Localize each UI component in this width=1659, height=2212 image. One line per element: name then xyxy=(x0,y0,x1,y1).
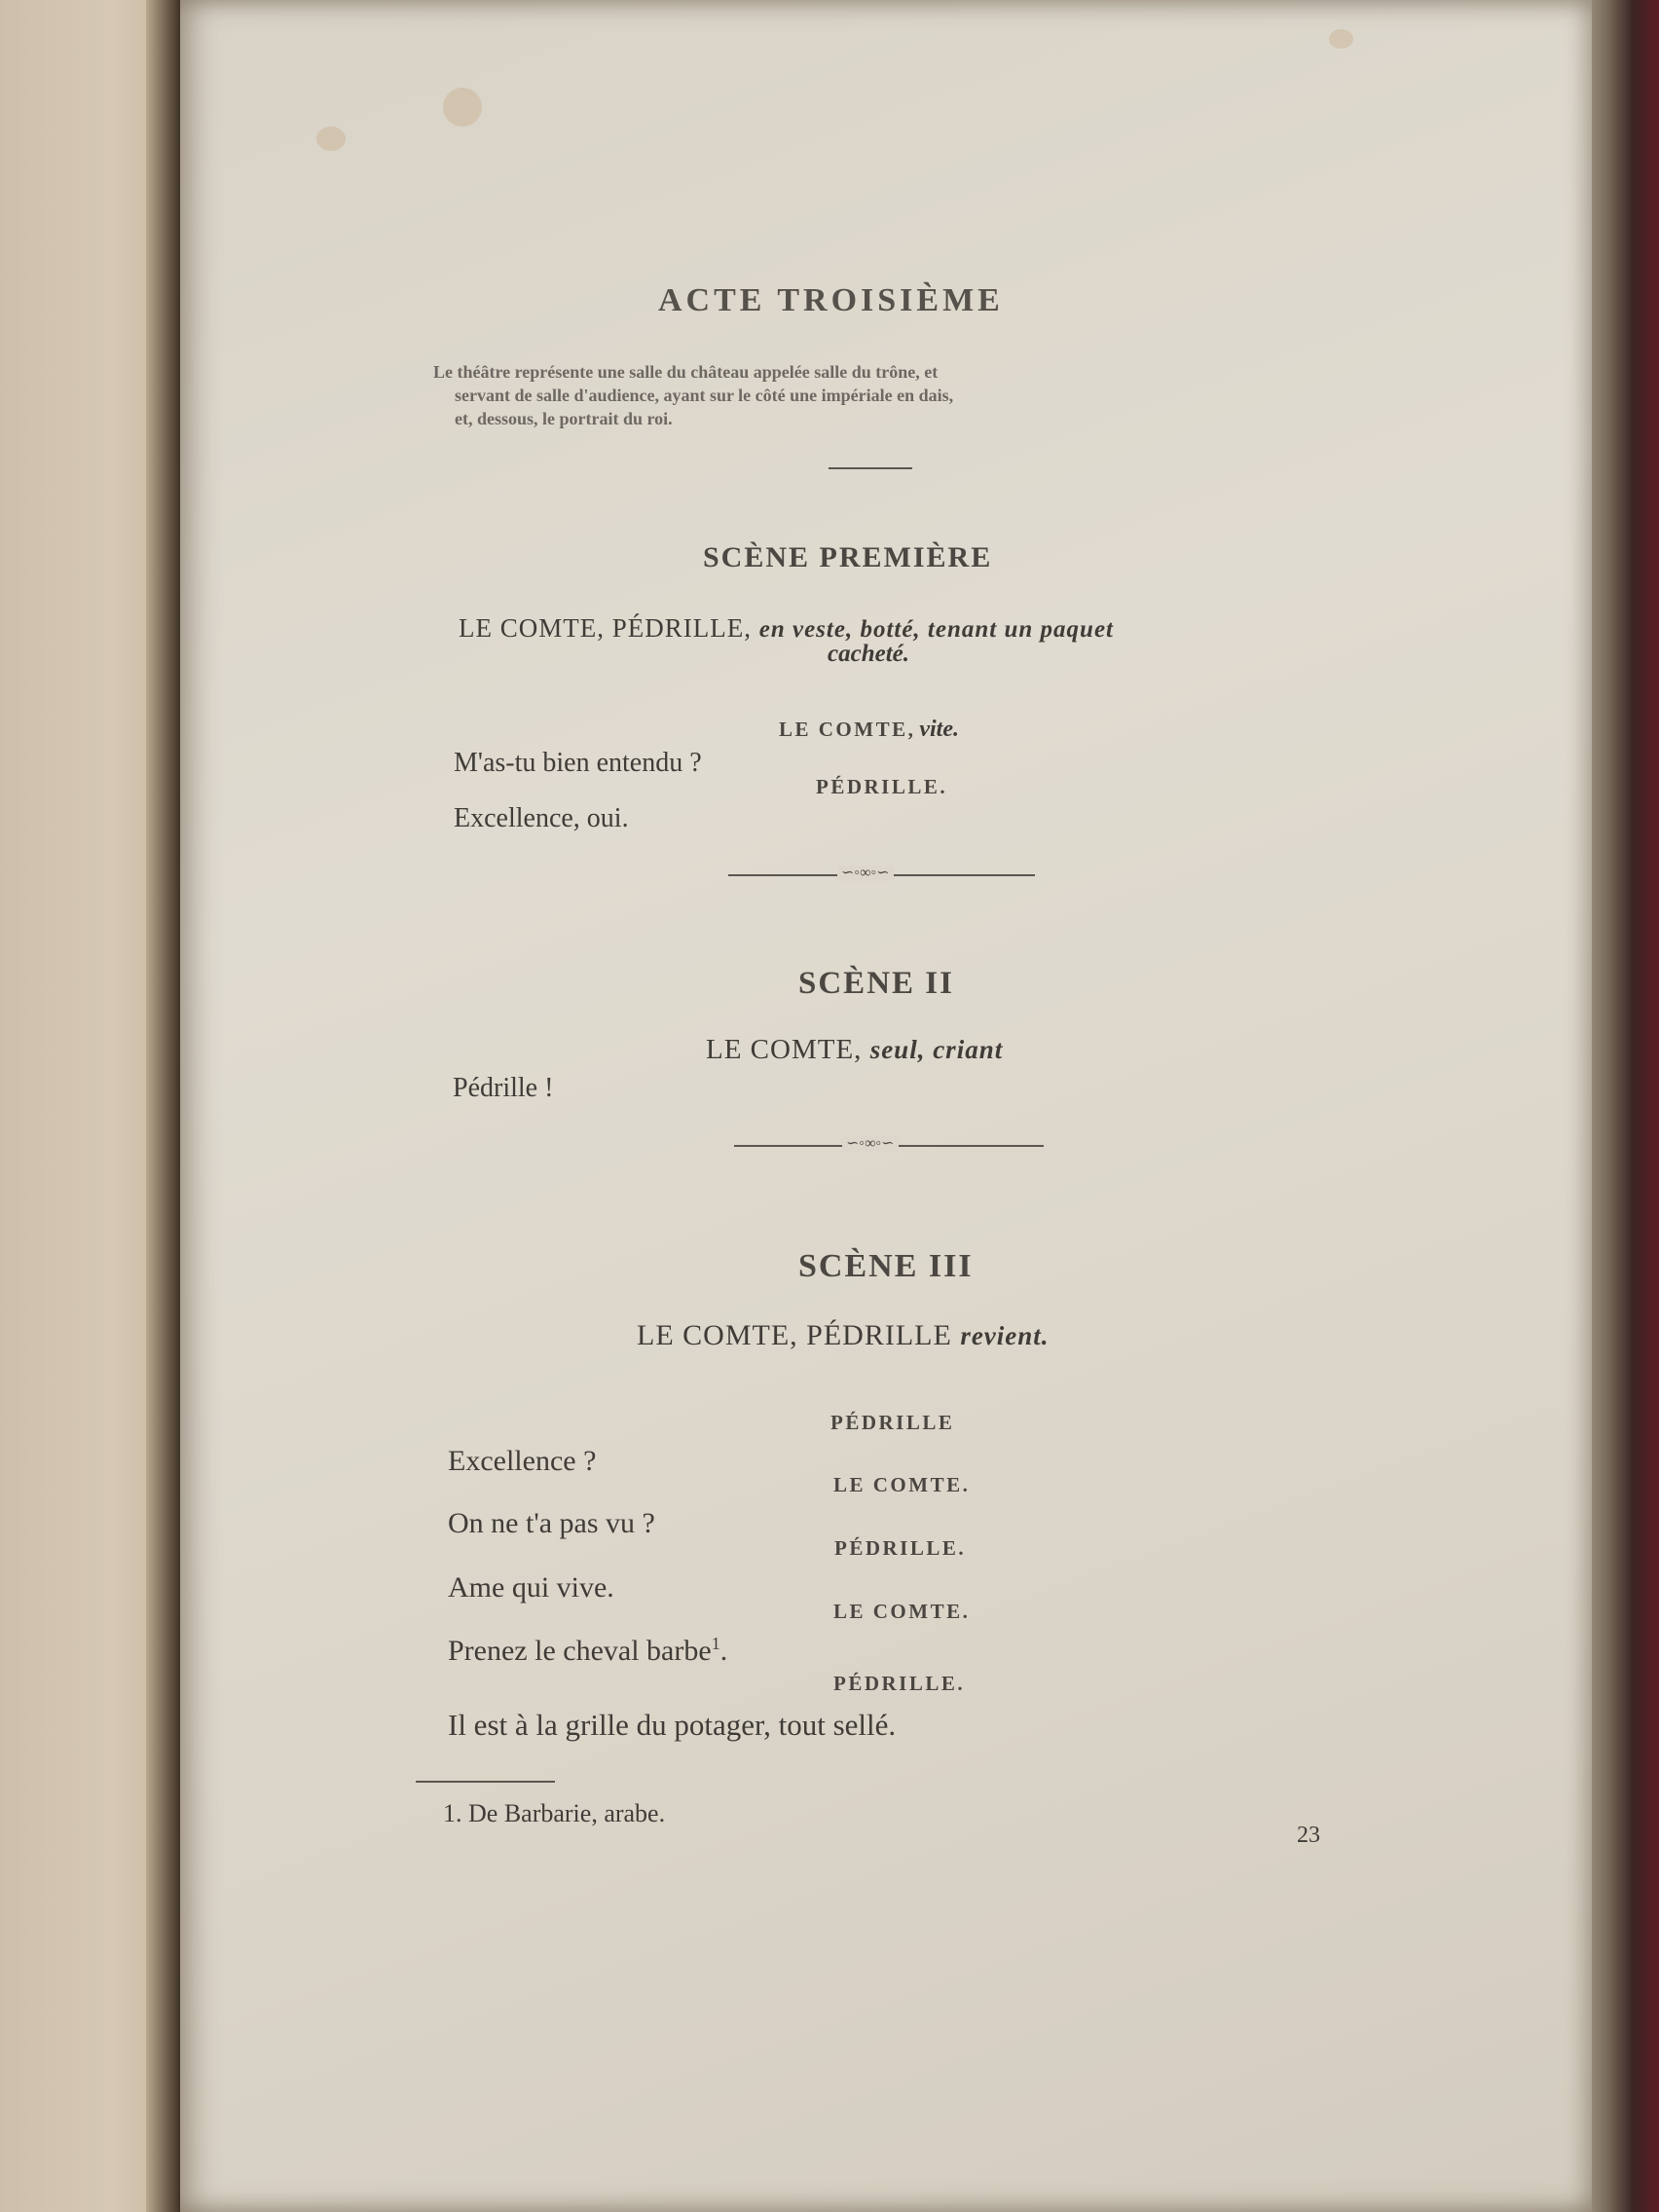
speaker-direction: vite. xyxy=(919,717,959,742)
dialogue-line: Ame qui vive. xyxy=(448,1571,614,1604)
scene-title: SCÈNE II xyxy=(798,966,954,1001)
dialogue-line: M'as-tu bien entendu ? xyxy=(454,748,702,778)
book-page xyxy=(180,0,1592,2212)
paper-stain xyxy=(1329,29,1353,49)
ornament-icon: ∽◦∞◦∽ xyxy=(842,1136,899,1152)
scene-title: SCÈNE III xyxy=(798,1248,974,1284)
paper-stain xyxy=(443,88,482,127)
speaker-name: LE COMTE. xyxy=(833,1600,971,1623)
footnote-mark: 1 xyxy=(711,1634,720,1653)
stage-direction-line: servant de salle d'audience, ayant sur le côté une impériale en dais, xyxy=(455,386,954,405)
act-title: ACTE TROISIÈME xyxy=(658,282,1004,318)
stage-direction-line: et, dessous, le portrait du roi. xyxy=(455,409,673,428)
footnote xyxy=(443,1799,665,1828)
short-divider xyxy=(829,467,912,469)
scene-characters xyxy=(706,1034,1003,1066)
characters-names: LE COMTE, PÉDRILLE, xyxy=(459,613,752,643)
dialogue-line: Excellence ? xyxy=(448,1445,597,1477)
characters-stage-note: cacheté. xyxy=(828,641,909,667)
dialogue-punctuation: . xyxy=(719,1635,728,1667)
speaker-name: PÉDRILLE. xyxy=(834,1536,967,1560)
scene-characters xyxy=(459,613,1114,644)
dialogue-line: On ne t'a pas vu ? xyxy=(448,1507,655,1539)
scene-characters xyxy=(637,1319,1050,1352)
speaker-heading xyxy=(779,717,959,743)
speaker-name: PÉDRILLE. xyxy=(816,775,948,798)
footnote-text: De Barbarie, arabe. xyxy=(468,1799,666,1827)
footnote-number: 1. xyxy=(443,1799,462,1827)
characters-stage-note: seul, criant xyxy=(869,1035,1004,1064)
speaker-name: PÉDRILLE xyxy=(830,1411,955,1434)
dialogue-line: Pédrille ! xyxy=(453,1073,554,1103)
speaker-name: PÉDRILLE. xyxy=(833,1672,966,1695)
paper-stain xyxy=(316,127,346,151)
characters-names: LE COMTE, xyxy=(706,1034,863,1065)
footnote-rule xyxy=(416,1781,555,1783)
dialogue-text: Prenez le cheval barbe xyxy=(448,1635,712,1667)
speaker-name: LE COMTE, xyxy=(779,718,916,741)
ornament-icon: ∽◦∞◦∽ xyxy=(837,866,894,881)
characters-names: LE COMTE, PÉDRILLE xyxy=(637,1319,952,1351)
dialogue-line: Il est à la grille du potager, tout sellé. xyxy=(448,1708,897,1742)
page-number: 23 xyxy=(1297,1823,1320,1848)
dialogue-line: Excellence, oui. xyxy=(454,803,629,833)
scene-title: SCÈNE PREMIÈRE xyxy=(703,541,993,573)
characters-stage-note: en veste, botté, tenant un paquet xyxy=(758,616,1114,643)
dialogue-line xyxy=(448,1634,727,1668)
stage-direction-line: Le théâtre représente une salle du château appelée salle du trône, et xyxy=(433,362,939,382)
speaker-name: LE COMTE. xyxy=(833,1473,971,1496)
characters-stage-note: revient. xyxy=(960,1321,1050,1350)
